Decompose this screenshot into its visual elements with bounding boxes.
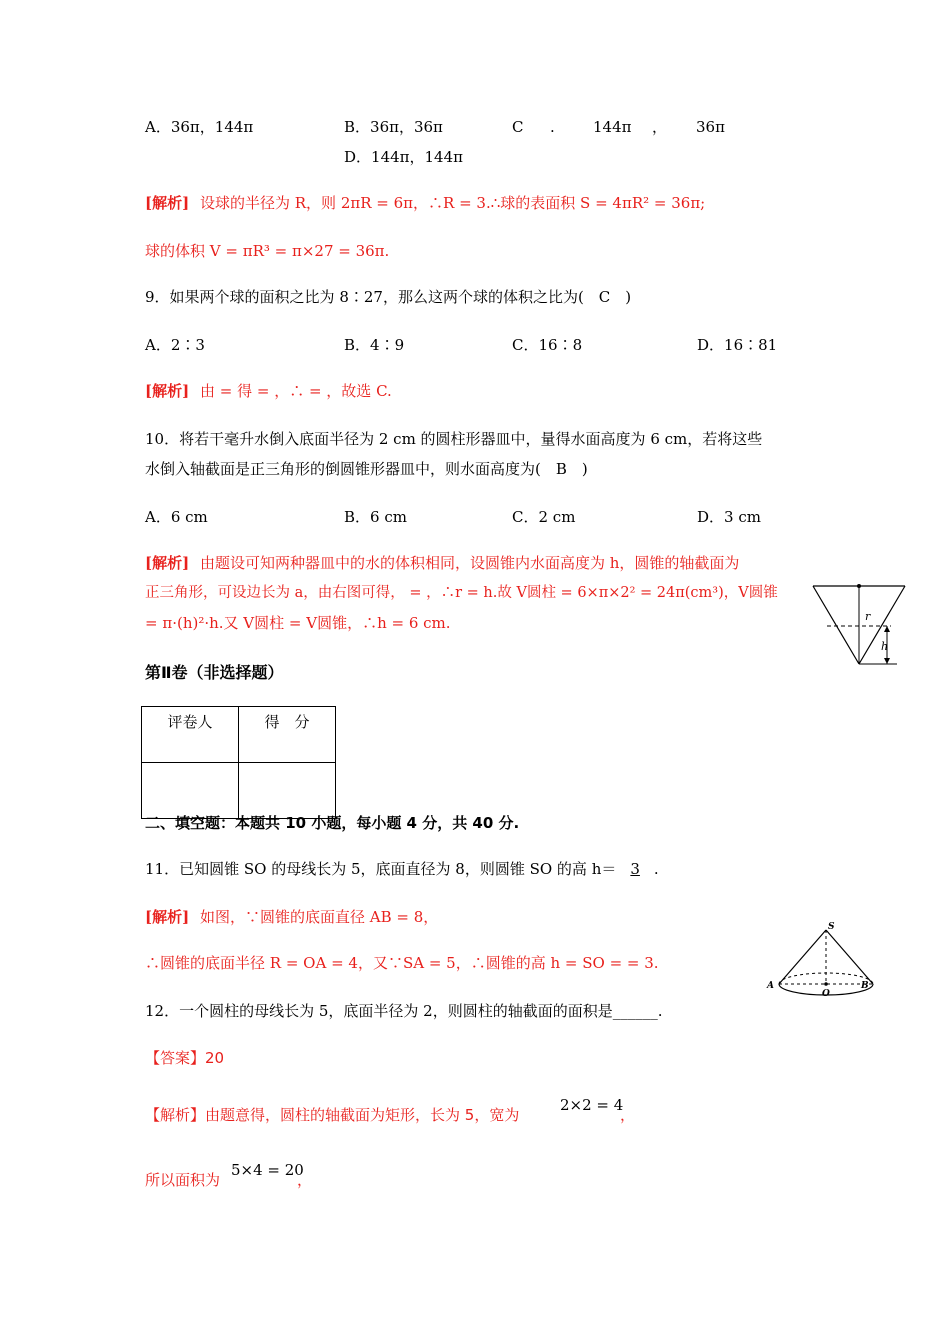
cone-figure	[762, 918, 877, 1006]
section-heading-fill: 二、填空题：本题共 10 小题，每小题 4 分，共 40 分.	[145, 814, 520, 832]
q9-option-a: A．2∶3	[145, 336, 205, 354]
q11-solution-line1	[145, 906, 438, 928]
q10-stem-line2: 水倒入轴截面是正三角形的倒圆锥形器皿中，则水面高度为( B )	[145, 460, 588, 478]
solution-text: 设球的半径为 R，则 2πR = 6π，∴R = 3.∴球的表面积 S = 4πR² = 36π;	[199, 194, 706, 212]
fig-label-a: A	[767, 981, 774, 991]
q8-option-c-sep: ，	[652, 118, 668, 136]
q8-option-c-dot: .	[550, 118, 555, 136]
q12-solution-line2: 所以面积为	[145, 1171, 221, 1189]
expr-width: 2×2 = 4	[560, 1096, 624, 1114]
q8-solution-line2: 球的体积 V = πR³ = π×27 = 36π.	[145, 242, 390, 260]
q9-option-c: C．16∶8	[512, 336, 583, 354]
inverted-cone-figure	[805, 580, 915, 670]
q12-comma1: ，	[620, 1106, 636, 1124]
answer-tag: 【答案】	[145, 1049, 206, 1067]
q10-option-d: D．3 cm	[697, 508, 761, 526]
solution-tag: [解析]	[145, 194, 190, 212]
q10-solution-line1	[145, 552, 739, 574]
q8-option-d: D．144π，144π	[344, 148, 464, 166]
solution-tag: [解析]	[145, 554, 190, 572]
q12-answer-line	[145, 1047, 224, 1069]
q10-stem-line1: 10．将若干毫升水倒入底面半径为 2 cm 的圆柱形器皿中，量得水面高度为 6 cm，若将这些	[145, 430, 763, 448]
q11-stem-end: .	[653, 860, 659, 878]
q8-option-c-letter: C	[512, 118, 524, 136]
score-table	[141, 706, 336, 819]
solution-text: 由 = 得 = ，∴ = ，故选 C.	[199, 382, 392, 400]
fig-label-r: r	[865, 610, 871, 623]
q8-option-c-val2: 36π	[696, 118, 725, 136]
solution-text: 由题意得，圆柱的轴截面为矩形，长为 5，宽为	[205, 1106, 520, 1124]
q9-solution	[145, 380, 392, 402]
solution-tag: 【解析】	[145, 1106, 206, 1124]
fig-label-h: h	[881, 640, 889, 653]
solution-tag: [解析]	[145, 908, 190, 926]
table-cell-grader	[142, 763, 239, 819]
fig-label-o: O	[822, 989, 830, 999]
fig-label-s: S	[828, 922, 835, 932]
q9-option-b: B．4∶9	[344, 336, 405, 354]
q11-answer: 3	[630, 860, 640, 878]
q8-option-a: A．36π，144π	[145, 118, 254, 136]
q10-solution-line2: 正三角形，可设边长为 a，由右图可得， = ，∴r = h.故 V圆柱 = 6×π×2² = 24π(cm³)，V圆锥	[145, 585, 778, 601]
table-header-score: 得 分	[239, 707, 336, 763]
section-title: 第Ⅱ卷（非选择题）	[145, 663, 284, 682]
q11-stem-text: 11．已知圆锥 SO 的母线长为 5，底面直径为 8，则圆锥 SO 的高 h＝	[145, 860, 617, 878]
q10-option-a: A．6 cm	[145, 508, 208, 526]
table-header-grader: 评卷人	[142, 707, 239, 763]
q11-stem	[145, 858, 659, 880]
q12-comma2: ，	[297, 1171, 313, 1189]
q9-stem: 9．如果两个球的面积之比为 8∶27，那么这两个球的体积之比为( C )	[145, 288, 632, 306]
q12-stem: 12．一个圆柱的母线长为 5，底面半径为 2，则圆柱的轴截面的面积是______.	[145, 1002, 663, 1020]
fig-label-b: B	[861, 981, 869, 991]
q10-option-b: B．6 cm	[344, 508, 407, 526]
q9-option-d: D．16∶81	[697, 336, 778, 354]
solution-text: 如图，∵圆锥的底面直径 AB = 8，	[199, 908, 439, 926]
q11-solution-line2: ∴圆锥的底面半径 R = OA = 4，又∵SA = 5，∴圆锥的高 h = SO = = 3.	[145, 954, 659, 972]
solution-tag: [解析]	[145, 382, 190, 400]
q10-option-c: C．2 cm	[512, 508, 576, 526]
q12-solution-line1	[145, 1104, 519, 1126]
table-cell-score	[239, 763, 336, 819]
q10-solution-line3: = π·(h)²·h.又 V圆柱 = V圆锥，∴h = 6 cm.	[145, 614, 451, 632]
solution-text: 由题设可知两种器皿中的水的体积相同，设圆锥内水面高度为 h，圆锥的轴截面为	[199, 554, 740, 572]
expr-area: 5×4 = 20	[231, 1161, 304, 1179]
q8-option-b: B．36π，36π	[344, 118, 443, 136]
q8-option-c-val1: 144π	[593, 118, 632, 136]
answer-value: 20	[205, 1049, 225, 1067]
q8-solution-line1	[145, 192, 705, 214]
